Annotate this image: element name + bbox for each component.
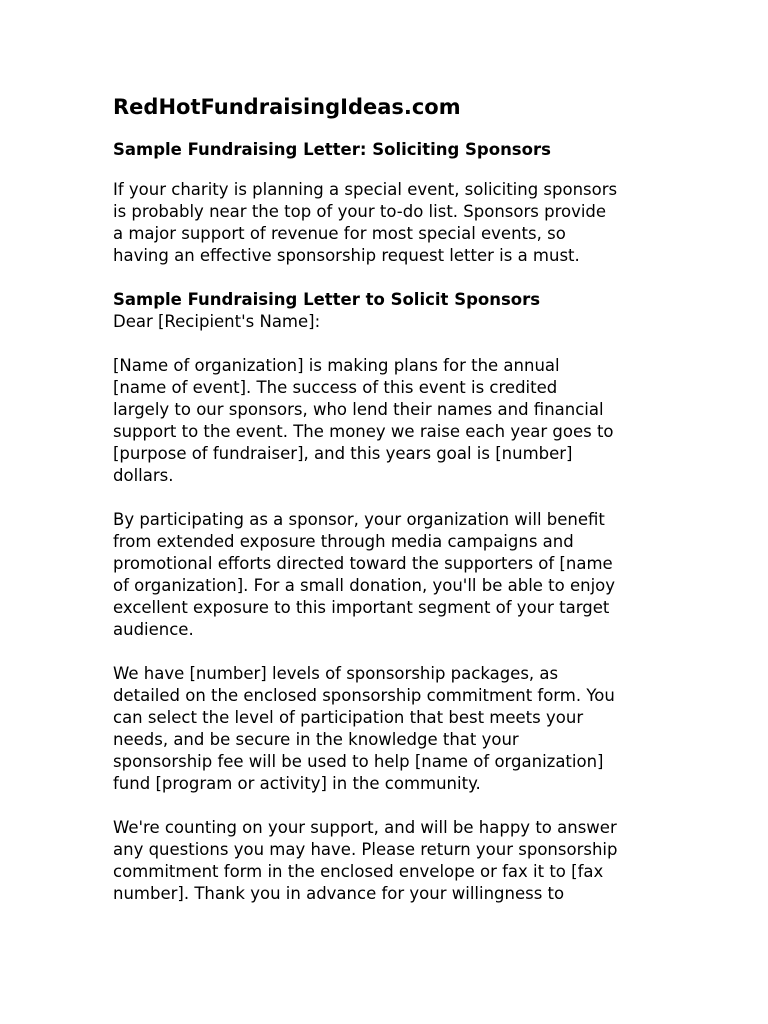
text-line: fund [program or activity] in the community. (113, 774, 481, 793)
text-line: [purpose of fundraiser], and this years goal is [number] (113, 444, 573, 463)
text-line: dollars. (113, 466, 174, 485)
text-line: support to the event. The money we raise each year goes to (113, 422, 614, 441)
text-line: number]. Thank you in advance for your willingness to (113, 884, 565, 903)
site-title: RedHotFundraisingIdeas.com (113, 95, 461, 119)
text-line: having an effective sponsorship request letter is a must. (113, 246, 580, 265)
text-line: audience. (113, 620, 194, 639)
text-line: excellent exposure to this important segment of your target (113, 598, 610, 617)
text-line: from extended exposure through media campaigns and (113, 532, 574, 551)
document-page (113, 92, 673, 905)
salutation: Dear [Recipient's Name]: (113, 312, 321, 331)
text-line: detailed on the enclosed sponsorship commitment form. You (113, 686, 615, 705)
letter-paragraph-2 (113, 509, 673, 641)
intro-paragraph (113, 179, 673, 267)
letter-paragraph-1 (113, 355, 673, 487)
text-line: a major support of revenue for most special events, so (113, 224, 566, 243)
text-line: commitment form in the enclosed envelope or fax it to [fax (113, 862, 604, 881)
text-line: [name of event]. The success of this event is credited (113, 378, 558, 397)
text-line: sponsorship fee will be used to help [name of organization] (113, 752, 604, 771)
letter-heading: Sample Fundraising Letter to Solicit Sponsors (113, 290, 541, 309)
text-line: largely to our sponsors, who lend their names and financial (113, 400, 604, 419)
text-line: can select the level of participation that best meets your (113, 708, 584, 727)
text-line: of organization]. For a small donation, you'll be able to enjoy (113, 576, 616, 595)
letter-paragraph-4 (113, 817, 673, 905)
text-line: promotional efforts directed toward the supporters of [name (113, 554, 613, 573)
letter-paragraph-3 (113, 663, 673, 795)
text-line: any questions you may have. Please return your sponsorship (113, 840, 618, 859)
text-line: By participating as a sponsor, your organization will benefit (113, 510, 605, 529)
document-subtitle: Sample Fundraising Letter: Soliciting Sponsors (113, 140, 551, 159)
text-line: needs, and be secure in the knowledge that your (113, 730, 519, 749)
text-line: We have [number] levels of sponsorship packages, as (113, 664, 559, 683)
text-line: We're counting on your support, and will be happy to answer (113, 818, 617, 837)
text-line: [Name of organization] is making plans for the annual (113, 356, 560, 375)
text-line: is probably near the top of your to-do list. Sponsors provide (113, 202, 607, 221)
text-line: If your charity is planning a special event, soliciting sponsors (113, 180, 618, 199)
